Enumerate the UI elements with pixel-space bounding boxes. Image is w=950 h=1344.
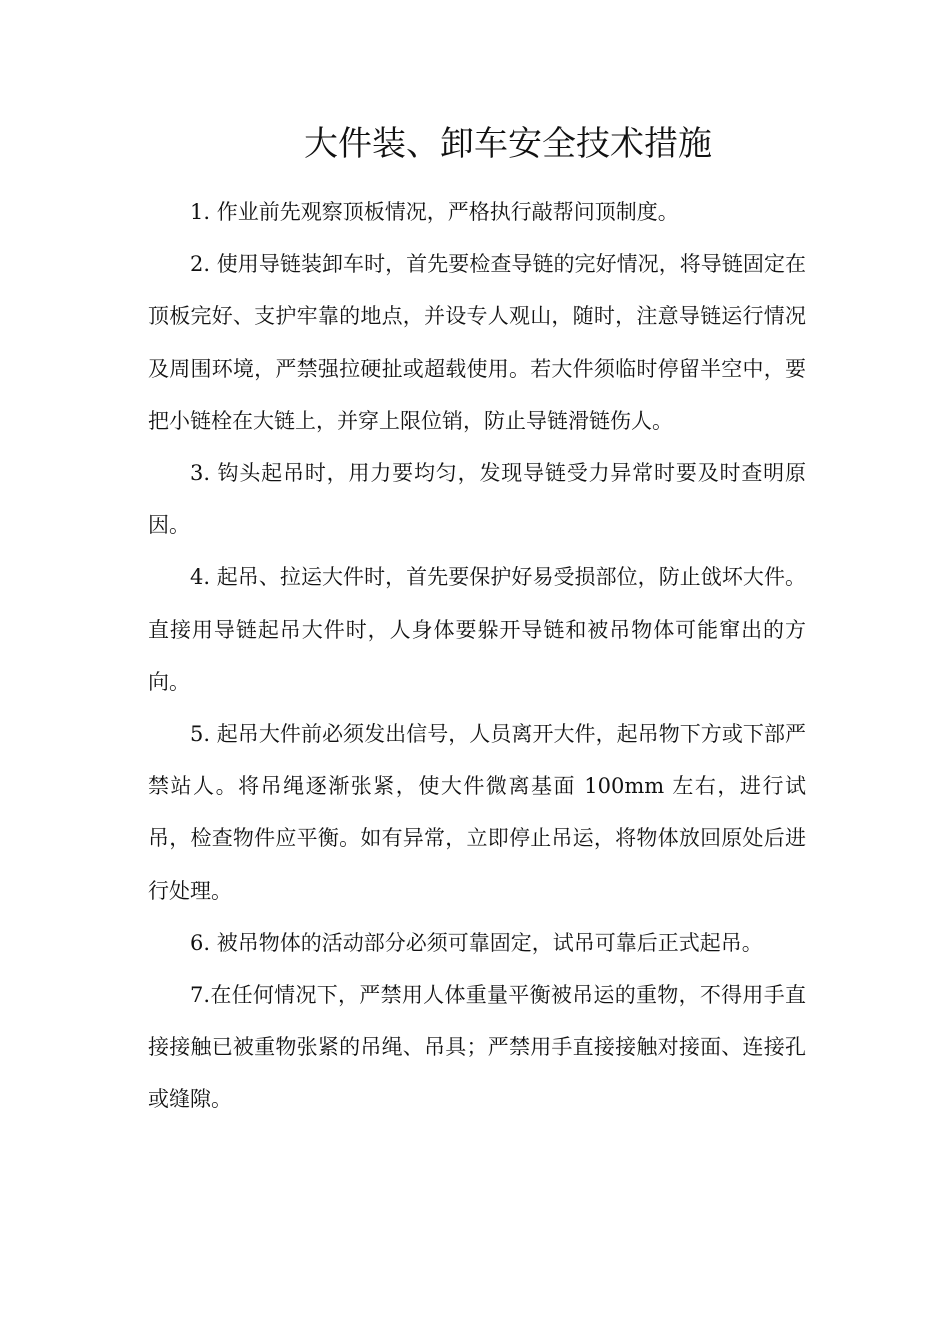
paragraph-3: 3. 钩头起吊时，用力要均匀，发现导链受力异常时要及时查明原因。 [148,461,806,538]
paragraph-4: 4. 起吊、拉运大件时，首先要保护好易受损部位，防止戗坏大件。直接用导链起吊大件时，人身体要躲开导链和被吊物体可能窜出的方向。 [148,565,806,694]
document-body [148,186,806,1126]
paragraph-6: 6. 被吊物体的活动部分必须可靠固定，试吊可靠后正式起吊。 [190,930,763,955]
paragraph-5: 5. 起吊大件前必须发出信号，人员离开大件，起吊物下方或下部严禁站人。将吊绳逐渐张紧，使大件微离基面 100mm 左右，进行试吊，检查物件应平衡。如有异常，立即停止吊运，将物体放回原处后进行处理。 [148,722,806,903]
document-title: 大件装、卸车安全技术措施 [304,124,712,164]
paragraph-2: 2. 使用导链装卸车时，首先要检查导链的完好情况，将导链固定在顶板完好、支护牢靠的地点，并设专人观山，随时，注意导链运行情况及周围环境，严禁强拉硬扯或超载使用。若大件须临时停留半空中，要把小链栓在大链上，并穿上限位销，防止导链滑链伤人。 [148,252,806,433]
paragraph-7: 7.在任何情况下，严禁用人体重量平衡被吊运的重物，不得用手直接接触已被重物张紧的吊绳、吊具；严禁用手直接接触对接面、连接孔或缝隙。 [148,983,806,1112]
paragraph-1: 1. 作业前先观察顶板情况，严格执行敲帮问顶制度。 [190,200,679,224]
